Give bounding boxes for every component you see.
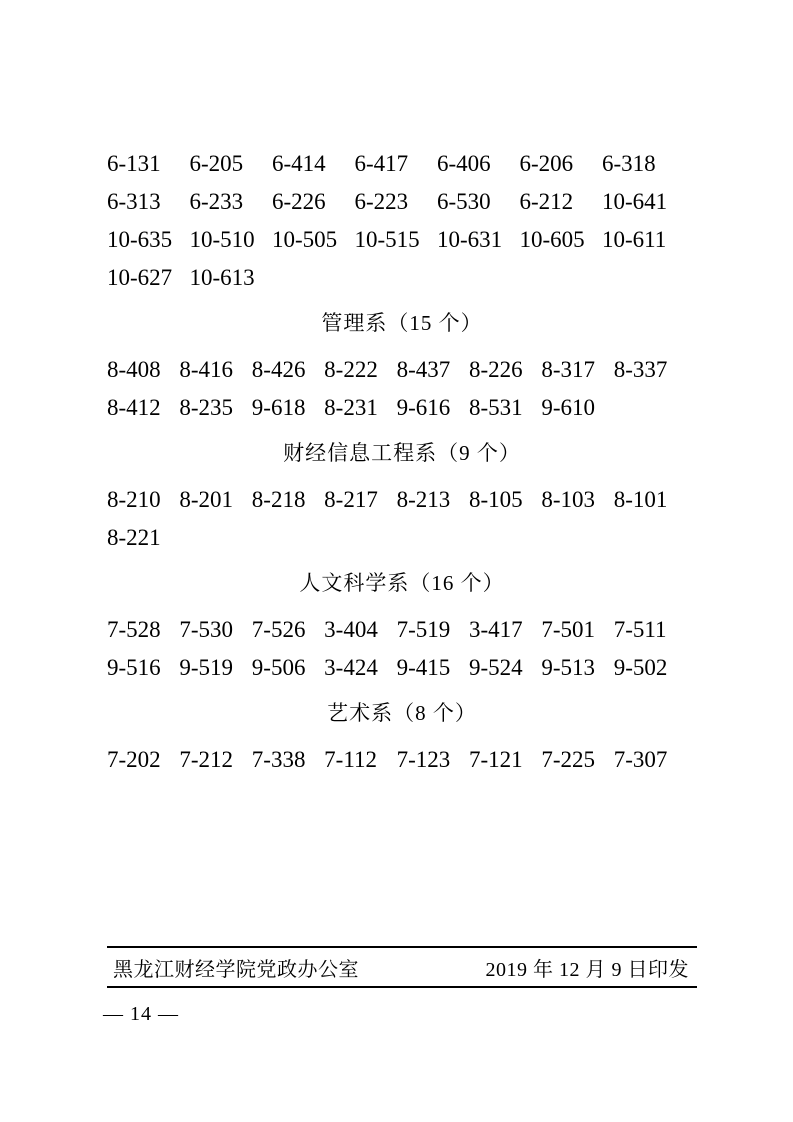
room-number: 9-618 [251, 394, 306, 420]
page-number: — 14 — [103, 1003, 179, 1025]
room-number: 7-121 [468, 746, 523, 772]
room-number: 9-524 [468, 654, 523, 680]
footer-print-date: 2019 年 12 月 9 日印发 [485, 958, 689, 981]
room-number: 8-235 [179, 394, 234, 420]
room-number: 7-212 [179, 746, 234, 772]
room-number: 6-223 [354, 188, 409, 214]
room-number: 8-408 [107, 356, 161, 382]
room-number: 6-318 [602, 150, 656, 176]
room-number: 8-226 [468, 356, 523, 382]
room-number: 9-610 [541, 394, 596, 420]
room-number: 9-415 [396, 654, 451, 680]
room-number: 10-505 [272, 226, 338, 252]
room-number: 9-513 [541, 654, 596, 680]
room-row [107, 740, 697, 778]
room-number: 10-611 [602, 226, 667, 252]
section-heading: 人文科学系（16 个） [299, 571, 505, 595]
room-number: 10-631 [437, 226, 503, 252]
room-number: 8-221 [107, 524, 161, 550]
room-number: 7-501 [541, 616, 596, 642]
room-number: 8-217 [324, 486, 378, 512]
room-number: 6-406 [437, 150, 491, 176]
room-number: 10-510 [189, 226, 255, 252]
room-number: 8-103 [541, 486, 596, 512]
room-row [107, 518, 697, 556]
room-number: 8-210 [107, 486, 161, 512]
room-row [107, 182, 697, 220]
room-number: 7-202 [107, 746, 161, 772]
room-number: 7-528 [107, 616, 161, 642]
room-number: 8-101 [613, 486, 668, 512]
room-number: 7-530 [179, 616, 234, 642]
section-heading: 管理系（15 个） [321, 311, 483, 335]
room-number: 8-218 [251, 486, 306, 512]
room-number: 8-426 [251, 356, 306, 382]
section-heading: 财经信息工程系（9 个） [283, 441, 521, 465]
room-row [107, 648, 697, 686]
footer-office: 黑龙江财经学院党政办公室 [113, 958, 359, 981]
room-number: 9-519 [179, 654, 234, 680]
room-number: 6-226 [272, 188, 326, 214]
room-number: 7-511 [613, 616, 667, 642]
room-number: 10-515 [354, 226, 420, 252]
room-number: 10-641 [602, 188, 668, 214]
room-number: 8-531 [468, 394, 523, 420]
room-number: 8-317 [541, 356, 596, 382]
room-number: 7-225 [541, 746, 596, 772]
room-number: 6-206 [519, 150, 574, 176]
room-row [107, 350, 697, 388]
room-number: 10-613 [189, 264, 255, 290]
room-number: 7-123 [396, 746, 451, 772]
room-row [107, 258, 697, 296]
room-number: 8-416 [179, 356, 234, 382]
room-number: 7-519 [396, 616, 451, 642]
room-number: 6-313 [107, 188, 161, 214]
room-number: 8-213 [396, 486, 451, 512]
room-number: 8-337 [613, 356, 668, 382]
room-number: 6-417 [354, 150, 409, 176]
room-number: 8-412 [107, 394, 161, 420]
room-number: 9-616 [396, 394, 451, 420]
room-row [107, 388, 697, 426]
room-number: 6-414 [272, 150, 326, 176]
room-number: 7-307 [613, 746, 668, 772]
room-number: 9-506 [251, 654, 306, 680]
room-row [107, 610, 697, 648]
section-heading: 艺术系（8 个） [327, 701, 477, 725]
room-number: 7-338 [251, 746, 306, 772]
room-row [107, 480, 697, 518]
room-number: 10-605 [519, 226, 585, 252]
room-number: 6-233 [189, 188, 244, 214]
room-number: 9-516 [107, 654, 161, 680]
room-row [107, 144, 697, 182]
room-number: 6-205 [189, 150, 244, 176]
room-number: 3-404 [324, 616, 378, 642]
room-number: 10-635 [107, 226, 173, 252]
room-row [107, 220, 697, 258]
room-number: 6-212 [519, 188, 574, 214]
room-number: 8-222 [324, 356, 378, 382]
room-number: 8-105 [468, 486, 523, 512]
room-number: 7-112 [324, 746, 377, 772]
room-number: 10-627 [107, 264, 173, 290]
room-number: 8-231 [324, 394, 378, 420]
room-number: 3-417 [468, 616, 523, 642]
room-number: 7-526 [251, 616, 306, 642]
room-list-content [107, 144, 697, 778]
room-number: 8-201 [179, 486, 234, 512]
footer-bottom-rule [107, 986, 697, 988]
room-number: 6-131 [107, 150, 161, 176]
room-number: 6-530 [437, 188, 491, 214]
room-number: 3-424 [324, 654, 378, 680]
room-number: 8-437 [396, 356, 451, 382]
room-number: 9-502 [613, 654, 668, 680]
footer [107, 948, 697, 986]
